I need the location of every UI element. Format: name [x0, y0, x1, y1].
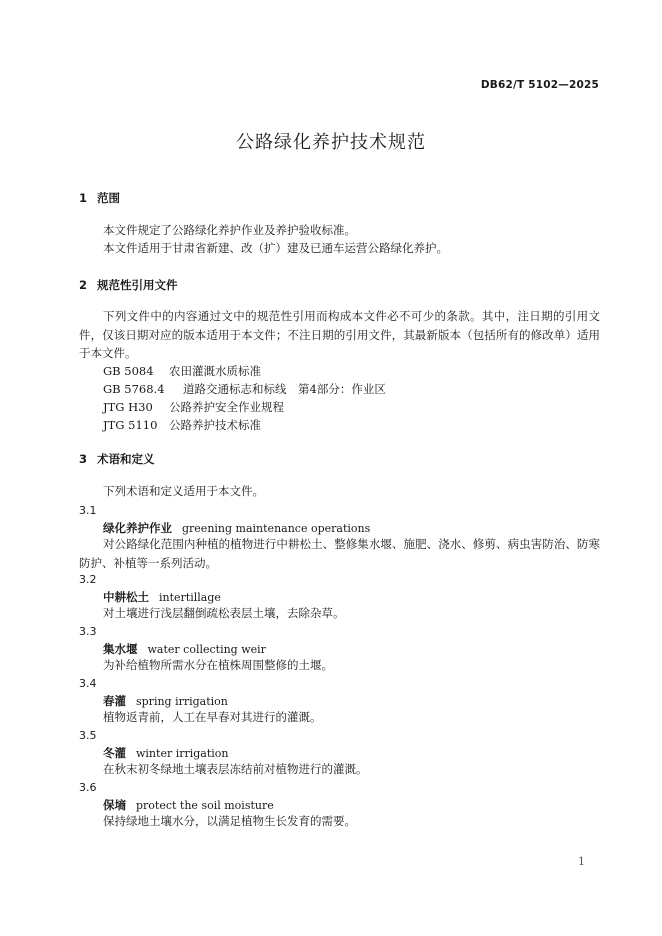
term-zh: 集水堰: [103, 642, 138, 656]
term-entry: [103, 745, 229, 761]
term-zh: 保墒: [103, 798, 126, 812]
section-title: 术语和定义: [97, 452, 155, 466]
scope-paragraph-2: 本文件适用于甘肃省新建、改（扩）建及已通车运营公路绿化养护。: [103, 241, 448, 255]
reference-code: GB 5768.4: [103, 382, 165, 396]
reference-title: 公路养护技术标准: [169, 418, 261, 432]
term-en: intertillage: [159, 591, 221, 604]
term-definition: 对公路绿化范围内种植的植物进行中耕松土、整修集水堰、施肥、浇水、修剪、病虫害防治、防寒防护、补植等一系列活动。: [79, 537, 600, 570]
section-number: 1: [79, 191, 88, 205]
reference-title: 道路交通标志和标线 第4部分：作业区: [183, 382, 386, 396]
term-entry: [103, 520, 370, 536]
term-zh: 中耕松土: [103, 590, 149, 604]
reference-title: 农田灌溉水质标准: [169, 364, 261, 378]
term-definition: 保持绿地土壤水分，以满足植物生长发育的需要。: [103, 814, 356, 828]
term-zh: 绿化养护作业: [103, 521, 172, 535]
references-intro: 下列文件中的内容通过文中的规范性引用而构成本文件必不可少的条款。其中，注日期的引用文件，仅该日期对应的版本适用于本文件；不注日期的引用文件，其最新版本（包括所有的修改单）适用于本文件。: [79, 309, 600, 360]
reference-code: JTG H30: [103, 400, 153, 414]
term-en: greening maintenance operations: [182, 522, 371, 535]
scope-paragraph-1: 本文件规定了公路绿化养护作业及养护验收标准。: [103, 223, 356, 237]
term-en: water collecting weir: [147, 643, 266, 656]
term-definition: 对土壤进行浅层翻倒疏松表层土壤，去除杂草。: [103, 606, 345, 620]
term-definition: 为补给植物所需水分在植株周围整修的土堰。: [103, 658, 333, 672]
term-number: 3.3: [79, 625, 97, 638]
reference-item: [103, 362, 261, 380]
term-number: 3.5: [79, 729, 97, 742]
document-title: 公路绿化养护技术规范: [236, 132, 426, 153]
term-entry: [103, 797, 274, 813]
section-title: 规范性引用文件: [97, 278, 178, 292]
term-en: winter irrigation: [136, 747, 229, 760]
term-definition: 在秋末初冬绿地土壤表层冻结前对植物进行的灌溉。: [103, 762, 368, 776]
term-zh: 冬灌: [103, 746, 126, 760]
term-entry: [103, 589, 221, 605]
term-entry: [103, 693, 228, 709]
term-number: 3.2: [79, 573, 97, 586]
reference-item: [103, 398, 284, 416]
term-number: 3.1: [79, 504, 97, 517]
term-definition: 植物返青前，人工在早春对其进行的灌溉。: [103, 710, 322, 724]
term-entry: [103, 641, 266, 657]
document-code: DB62/T 5102—2025: [480, 79, 599, 91]
section-number: 3: [79, 452, 88, 466]
term-en: protect the soil moisture: [136, 799, 274, 812]
section-title: 范围: [97, 191, 120, 205]
term-number: 3.4: [79, 677, 97, 690]
reference-code: JTG 5110: [103, 418, 158, 432]
reference-item: [103, 416, 261, 434]
section-heading-terms-and-definitions: [79, 451, 155, 467]
section-heading-scope: [79, 190, 120, 206]
section-number: 2: [79, 278, 88, 292]
term-zh: 春灌: [103, 694, 126, 708]
term-number: 3.6: [79, 781, 97, 794]
reference-item: [103, 380, 386, 398]
page-number: 1: [578, 855, 585, 868]
section-heading-normative-references: [79, 277, 178, 293]
reference-code: GB 5084: [103, 364, 154, 378]
terms-intro: 下列术语和定义适用于本文件。: [103, 484, 264, 498]
reference-title: 公路养护安全作业规程: [169, 400, 284, 414]
term-en: spring irrigation: [136, 695, 228, 708]
